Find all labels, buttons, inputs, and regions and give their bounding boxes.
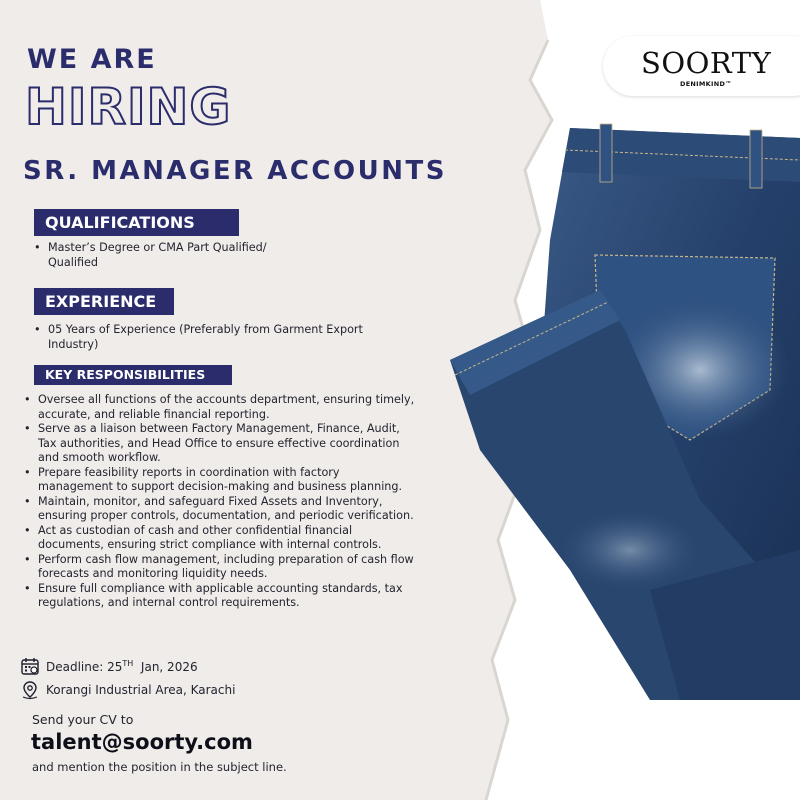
- subject-line-note: and mention the position in the subject line.: [32, 760, 287, 774]
- brand-tagline: DENIMKIND™: [680, 80, 732, 88]
- list-item: • Prepare feasibility reports in coordination with factory management to support decision-making and business planning.: [24, 466, 454, 495]
- list-item: • Ensure full compliance with applicable accounting standards, tax regulations, and internal control requirements.: [24, 582, 454, 611]
- send-cv-text: Send your CV to: [32, 712, 134, 727]
- qualifications-list: [34, 241, 304, 270]
- responsibilities-heading: KEY RESPONSIBILITIES: [34, 365, 232, 385]
- experience-list: [34, 323, 414, 352]
- list-item: • Serve as a liaison between Factory Management, Finance, Audit, Tax authorities, and Head Office to ensure effective coordination and smooth workflow.: [24, 422, 454, 466]
- responsibilities-list: [24, 393, 454, 611]
- list-item: • Oversee all functions of the accounts department, ensuring timely, accurate, and reliable financial reporting.: [24, 393, 454, 422]
- list-item: • Maintain, monitor, and safeguard Fixed Assets and Inventory, ensuring proper controls, documentation, and periodic verification.: [24, 495, 454, 524]
- jeans-image: [450, 120, 800, 700]
- calendar-icon: [20, 656, 40, 676]
- list-item: • Act as custodian of cash and other confidential financial documents, ensuring strict compliance with internal controls.: [24, 524, 454, 553]
- qualifications-heading: QUALIFICATIONS: [34, 209, 239, 236]
- hiring-heading: [25, 78, 245, 130]
- list-item: • Master’s Degree or CMA Part Qualified/ Qualified: [34, 241, 304, 270]
- location-row: [20, 680, 235, 700]
- brand-logo: SOORTY: [641, 46, 772, 80]
- list-item: • 05 Years of Experience (Preferably from Garment Export Industry): [34, 323, 414, 352]
- location-text: Korangi Industrial Area, Karachi: [46, 683, 236, 697]
- list-item: • Perform cash flow management, including preparation of cash flow forecasts and monitoring liquidity needs.: [24, 553, 454, 582]
- map-pin-icon: [20, 680, 40, 700]
- deadline-row: [20, 656, 198, 676]
- email-link[interactable]: talent@soorty.com: [31, 730, 253, 754]
- we-are-heading: WE ARE: [27, 44, 157, 75]
- hiring-outline-text: HIRING: [25, 78, 232, 130]
- experience-heading: EXPERIENCE: [34, 288, 174, 315]
- job-title: SR. MANAGER ACCOUNTS: [23, 156, 447, 186]
- deadline-text: Deadline: 25TH Jan, 2026: [46, 658, 198, 674]
